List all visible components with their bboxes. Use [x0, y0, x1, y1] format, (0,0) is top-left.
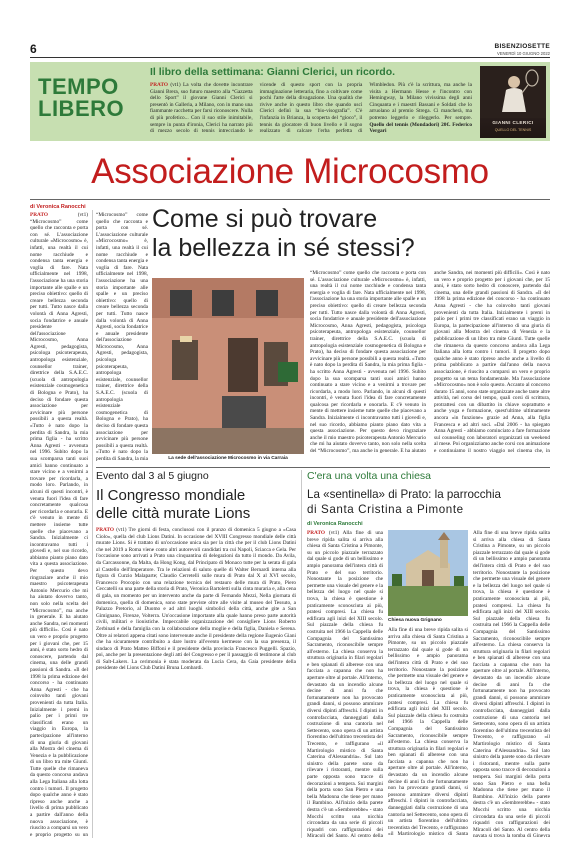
church-text-col3: Alla fine di una breve ripida salita si arriva alla chiesa di Santa Cristina a Pimonte, su un piccolo piazzale terrazzato dal quale si gode di un bellissimo e ampio panorama dell'intera città di Prato e del suo territorio. Nonostante la posizione che permette una visuale del genere e la bellezza del luogo nel quale si trova, la chiesa è questione è praticamente sconosciuta ai più, pratesi compresi. La chiesa fu edificata agli inizi del XIII secolo. Sul piazzale della chiesa fu costruita nel 1966 la Cappella delle Compagnia del Santissimo Sacramento, riconoscibile sempre all'esterno. La chiesa conserva la struttura originaria in filari regolari e ben spianati di alberese con una facciata a capanna che non ha aperture oltre al portale. All'interno, devastato da un incendio alcune decine di anni fa che fortunatamente non ha provocato grandi danni, si possono ammirare diversi dipinti affreschi. I dipinti in controfacciata, danneggiati dalla costruzione di una cantoria nel Settecento, sono opera di un artista fiorentino dell'ultimo trecentista del Trecento, e raffigurano «il Martirologio mistico di Santa Caterina d'Alessandria». Sul lato sinistro della parete sono da rilevare i ristoranti, mentre sulla parte opposta sono tracce di decorazioni a tempera. Sui margini della porta sono San Pietro e una bella Madonna che tiene per mano il Bambino. All'inizio della parete destra c'è un «Sembrerebbe» - stato Mocchi scritto una nicchia circondata da una serie di piccoli riquadri con raffigurazioni dei Miracoli del Santo. Al centro della navata si trova la tomba di Ginevra [473, 530, 550, 838]
main-text-col2: “Microcosmo” come quello che racconta e porta con sé. L'associazione culturale «Microcosmo» è, infatti, una realtà il cui nome racchiude e condensa tanta energia e voglia di fare. Nata ufficialmente nel 1998, l'associazione ha una storia importante alle spalle e un preciso obiettivo: quello di creare bellezza seconda per tutti. Tutto nasce dalla volontà di Anna Agresti, socia fondatrice e anuale presidente dell'associazione Microcosmo, Anna Agresti, pedagogista, psicologa psicoterapeuta, antropologa esistenziale, counsellor trainer, direttrice della S.A.E.C. (scuola di antropologia esistenziale cosmogenetica di Bologna e Prato), ha deciso di fondare questa associazione per avvicinare più persone possibili a questa realtà. «Tutto è nato dopo la perdita di Sandra, la mia [96, 212, 148, 462]
lions-text: Tre giorni di festa, conclusosi con il pranzo di domenica 5 giugno a «Casa Ciolo», quella del club Lions Datini. In occasione del XVIII Congresso mondiale delle città murate Lions. Si è trattato di un'occasione unica sia per la città che per il club Lions Datini che nel 2019 a Roma viene conto altri autorevoli candidati tra cui Napoli, Sciacca e Gela. Per l'occasione sono arrivati a Prato una cinquantina di delegazioni da tutto il mondo. Da Avila, da Carcassonne, da Malta, da Hong Kong, dal Principato di Monaco tutte per la serata di gala al Castello dell'Imperatore. Tra le relazioni di saluto quelle di Walter Bernardi interna alla figura di Curzio Malaparte; Claudio Cerretelli sulle mura di Prato dal X al XVI secolo, Francesco Procopio con una relazione tecnica del restauro delle mura di Prato, Piero Ceccatelli su una parte della storia di Prato, Veronica Bartoletti sulla cinta muraria e, alla cena di gala, un momento per un intervento anche da parte di Fernando Mezzi, Nella giornata di domenica, quella di domenica, sono state previste oltre alle visite al museo del Tessuto, a Palazzo Pretorio, al Duomo e ad altri luoghi simbolici della città, anche gite a San Gimignano, Firenze, Volterra. Un'occasione importante alla quale hanno preso parte autorità civili, militari e lionistiche. Impeccabile organizzazione del consigliere Lions Roberto Zerbinati e della famiglia con la collaborazione della moglie e della figlia, Daniela e Serena. Oltre ai relatori appena citati sono intervenute anche il presidente della regione Eugenio Giani che ha sicuramente contribuito a dare lustro all'evento kermesse con la sua presenza, il sindaco di Prato Matteo Biffoni e il presidente della provincia Francesco Puggelli. Spazio, poi, anche per la presentazione degli atti del Congresso e per il passaggio di testimone al club di Salt-Lakers. La cerimonia è stata moderata da Lucia Cera, da Gaia presidente della presidente del Lions Club Datini Bruna Lombardi. [96, 527, 296, 672]
main-title-line1: Come si può trovare [152, 205, 378, 233]
church-body-col2 [388, 627, 468, 838]
kicker-rule [30, 199, 550, 200]
main-text-left: “Microcosmo” come quello che racconta e porta con sé. L'associazione culturale «Microcosmo» è, infatti, una realtà il cui nome racchiude e condensa tanta energia e voglia di fare. Nata ufficialmente nel 1998, l'associazione ha una storia importante alle spalle e un preciso obiettivo: quello di creare bellezza seconda per tutti. Tutto nasce dalla volontà di Anna Agresti, socia fondatrice e anuale presidente dell'associazione Microcosmo, Anna Agresti, pedagogista, psicologa psicoterapeuta, antropologa esistenziale, counsellor trainer, direttrice della S.A.E.C. (scuola di antropologia esistenziale cosmogenetica di Bologna e Prato), ha deciso di fondare questa associazione per avvicinare più persone possibili a questa realtà. «Tutto è nato dopo la perdita di Sandra, la mia prima figlia - ha scritto Anna Agresti - avvenuta nel 1996. Subito dopo la sua scomparsa tanti suoi amici hanno continuato a stare vicino e a venirmi a trovare per ricordarla, a modo loro. Parlando, in alcuni di questi incontri, è venuta fuori l'idea di fare concretamente qualcosa per ricordarla e onorarla. E c'è venuto in mente di mettere insieme tutte quelle che piacevano a Sandra. Inizialmente ci incontravamo tutti i giovedì e, nel suo ricordo, abbiamo pianto piano dato vita a questa associazione. Per questo devo ringraziare anche il mio maestro psicoterapeuta Antonio Mercurio che mi ha aiutato dovervo tanto, non solo nella scelta del “Microcosmo”, ma anche in generale. E ha aiutato anche Sandra, nei momenti più difficili». Così è nato un vero e proprio progetto per i giovani che, per 15 anni, è stato sorto hedro di conoscere, partendo dal cinema, una delle grandi passioni di Sandra. «Il del 1998 la prima edizione del concorso - ha continuato Anna Agresti - che ha coinvolto tanti giovani provenienti da tutta Italia. Inizialmente i premi in palio per i primi tre classificati erano un viaggio in Europa, la partecipazione all'interno di una giuria di giovani alla Mostra del cinema di Venezia e la pubblicazione di un libro tra mite Giunti. Tutte quelle che rimaneva da questo concorso andava alla Lega Italiana alla lotta contro i tumori. Il progetto dopo qualche anno è stato ripreso anche anche a livello di prima pubblicato a partire dall'anno della nuova associazione, è riuscito a comparsi un vero e proprio progetto su un [30, 218, 88, 838]
section-divider [96, 467, 550, 468]
church-dateline: PRATO [307, 530, 326, 536]
church-tag: (vt1) [328, 530, 340, 536]
lions-title-line2: delle città murate Lions [96, 505, 251, 522]
church-photo [388, 530, 468, 616]
book-title-ref: Quello del tennis (Mondadori) 20€. Federico Vergari [369, 121, 472, 135]
book-cover [480, 66, 546, 138]
page-number: 6 [30, 42, 37, 56]
church-kicker: C'era una volta una chiesa [307, 470, 432, 482]
main-title-line2: la bellezza in sé stessi? [152, 234, 415, 262]
church-body-col3 [473, 530, 550, 838]
section-title-line1: TEMPO [38, 74, 119, 99]
tennis-player-icon [480, 66, 546, 118]
church-byline: di Veronica Ranocchi [307, 521, 363, 527]
church-text: Alla fine di una breve ripida salita si arriva alla chiesa di Santa Cristina a Pimonte, su un piccolo piazzale terrazzato dal quale si gode di un bellissimo e ampio panorama dell'intera città di Prato e del suo territorio. Nonostante la posizione che permette una visuale del genere e la bellezza del luogo nel quale si trova, la chiesa è questione è praticamente sconosciuta ai più, pratesi compresi. La chiesa fu edificata agli inizi del XIII secolo. Sul piazzale della chiesa fu costruita nel 1966 la Cappella delle Compagnia del Santissimo Sacramento, riconoscibile sempre all'esterno. La chiesa conserva la struttura originaria in filari regolari e ben spianati di alberese con una facciata a capanna che non ha aperture oltre al portale. All'interno, devastato da un incendio alcune decine di anni fa che fortunatamente non ha provocato grandi danni, si possono ammirare diversi dipinti affreschi. I dipinti in controfacciata, danneggiati dalla costruzione di una cantoria nel Settecento, sono opera di un artista fiorentino dell'ultimo trecentista del Trecento, e raffigurano «il Martirologio mistico di Santa Caterina d'Alessandria». Sul lato sinistro della parete sono da rilevare i ristoranti, mentre sulla parte opposta sono tracce di decorazioni a tempera. Sui margini della porta sono San Pietro e una bella Madonna che tiene per mano il Bambino. All'inizio della parete destra c'è un «Sembrerebbe» - stato Mocchi scritto una nicchia circondata da una serie di piccoli riquadri con raffigurazioni dei Miracoli del Santo. Al centro della [307, 530, 383, 838]
book-body [150, 82, 472, 138]
main-body-mid [310, 270, 550, 460]
main-title [152, 205, 552, 263]
main-kicker: Associazione Microcosmo [91, 152, 489, 191]
col-divider-2 [301, 470, 302, 838]
lions-dateline: PRATO [96, 527, 115, 533]
church-title-line1: La «sentinella» di Prato: la parrocchia [307, 488, 501, 501]
page-header [30, 42, 550, 58]
church-title [307, 487, 551, 517]
cover-author: GIANNI CLERICI [492, 120, 534, 125]
book-headline: Il libro della settimana: Gianni Clerici, un ricordo. [150, 66, 396, 78]
lions-title-line1: Il Congresso mondiale [96, 487, 246, 504]
issue-date: VENERDÌ 10 GIUGNO 2022 [496, 51, 550, 56]
book-tag: (vt1) [170, 82, 181, 88]
section-title-line2: LIBERO [38, 96, 125, 121]
main-tag: (vt1) [77, 212, 88, 218]
main-text-mid: “Microcosmo” come quello che racconta e porta con sé. L'associazione culturale «Microcosmo» è, infatti, una realtà il cui nome racchiude e condensa tanta energia e voglia di fare. Nata ufficialmente nel 1998, l'associazione ha una storia importante alle spalle e un preciso obiettivo: quello di creare bellezza seconda per tutti. Tutto nasce dalla volontà di Anna Agresti, socia fondatrice e anuale presidente dell'associazione Microcosmo, Anna Agresti, pedagogista, psicologa psicoterapeuta, antropologa esistenziale, counsellor trainer, direttrice della S.A.E.C. (scuola di antropologia esistenziale cosmogenetica di Bologna e Prato), ha deciso di fondare questa associazione per avvicinare più persone possibili a questa realtà. «Tutto è nato dopo la perdita di Sandra, la mia prima figlia - ha scritto Anna Agresti - avvenuta nel 1996. Subito dopo la sua scomparsa tanti suoi amici hanno continuato a stare vicino e a venirmi a trovare per ricordarla, a modo loro. Parlando, in alcuni di questi incontri, è venuta fuori l'idea di fare concretamente qualcosa per ricordarla e onorarla. E c'è venuto in mente di mettere insieme tutte quelle che piacevano a Sandra. Inizialmente ci incontravamo tutti i giovedì e, nel suo ricordo, abbiamo pianto piano dato vita a questa associazione. Per questo devo ringraziare anche il mio maestro psicoterapeuta Antonio Mercurio che mi ha aiutato dovervo tanto, non solo nella scelta del “Microcosmo”, ma anche in generale. E ha aiutato anche Sandra, nei momenti più difficili». Così è nato un vero e proprio progetto per i giovani che, per 15 anni, è stato sorto hedro di conoscere, partendo dal cinema, una delle grandi passioni di Sandra. «Il del 1998 la prima edizione del concorso - ha continuato Anna Agresti - che ha coinvolto tanti giovani provenienti da tutta Italia. Inizialmente i premi in palio per i primi tre classificati erano un viaggio in Europa, la partecipazione all'interno di una giuria di giovani alla Mostra del cinema di Venezia e la pubblicazione di un libro tra mite Giunti. Tutte quelle che rimaneva da questo concorso andava alla Lega Italiana alla lotta contro i tumori. Il progetto dopo qualche anno è stato ripreso anche anche a livello di prima pubblicato a partire dall'anno della nuova associazione, è riuscito a comparsi un vero e proprio progetto su un tema fondamentale. Ma l'associazione «Microcosmo» non è solo questo. Accanto al concorso durato 15 anni, sono state organizzate anche tante altre attività, nel corso del tempo, quali corsi di scrittura, protrattesi con un dibattito in chiave soprattutto e anche yoga e formazione, quest'ultime ultimamente ancora «in funzione» grazie ad Anna, alla figlia Francesca e ad altri soci. «Dal 2006 - ha spiegato Anna Agresti - abbiamo cominciato a fare formazione sul counseling con laboratori organizzati un weekend al mese. Poi organizziamo anche corsi con animazione e continuiamo il nostro viaggio nel cinema che, in [310, 270, 550, 455]
church-photo-caption: Chiesa nuova Grignano [388, 618, 442, 623]
main-body-col2 [96, 212, 148, 462]
main-dateline: PRATO [30, 212, 49, 218]
col-divider-1 [92, 210, 93, 838]
book-dateline: PRATO [150, 82, 169, 88]
building-facade-icon [152, 278, 304, 454]
church-body-col1 [307, 530, 383, 838]
section-title [38, 76, 148, 120]
main-byline: di Veronica Ranocchi [30, 204, 86, 210]
main-photo [152, 278, 304, 454]
lions-tag: (vt1) [116, 527, 127, 533]
lions-body [96, 527, 296, 838]
main-body-col1 [30, 212, 88, 838]
cover-title: QUELLO DEL TENNIS [494, 128, 532, 132]
lions-kicker: Evento dal 3 al 5 giugno [96, 470, 209, 482]
church-icon [388, 530, 468, 616]
lions-title [96, 487, 296, 523]
book-text: La volta che dovette incontrare Gianni Brera, suo futuro maestro alla “Gazzetta dello Sport” il giovane Gianni Clerici si presentò in Galleria, a Milano, con in mano una fiammante racchetta per farsi riconoscere. Nulla di più profetico... Con il suo stile inimitabile, sempre in punta d'ironia, Clerici ha narrato più di mezzo secolo di tennis intrecciando le vicende di questo sport con la propria immaginazione letteraria, fino a coltivare come pochi l'arte della divagazione. Una qualità che rivive anche in questo libro che quando uscì Clerici definì la sua “bio-visografia”. C'è l'infanzia in Brianza, la scoperta del “gioco”, il tennis da giocatore di buon livello e il sogno realizzato di calcare l'erba perfetta di Wimbledon. Più c'è la scrittura, ma anche la visita a Hermann Hesse e l'incontro con Hemingway, la Milano vivissima degli anni Cinquanta e i maestri Bassani e Soldati che lo arruolano al premio Strega. Ci mancherà, ma potremo leggerlo e rileggerlo. Per sempre. [150, 82, 472, 135]
church-title-line2: di Santa Cristina a Pimonte [307, 503, 464, 516]
church-text-col2: Alla fine di una breve ripida salita si arriva alla chiesa di Santa Cristina a Pimonte, su un piccolo piazzale terrazzato dal quale si gode di un bellissimo e ampio panorama dell'intera città di Prato e del suo territorio. Nonostante la posizione che permette una visuale del genere e la bellezza del luogo nel quale si trova, la chiesa è questione è praticamente sconosciuta ai più, pratesi compresi. La chiesa fu edificata agli inizi del XIII secolo. Sul piazzale della chiesa fu costruita nel 1966 la Cappella delle Compagnia del Santissimo Sacramento, riconoscibile sempre all'esterno. La chiesa conserva la struttura originaria in filari regolari e ben spianati di alberese con una facciata a capanna che non ha aperture oltre al portale. All'interno, devastato da un incendio alcune decine di anni fa che fortunatamente non ha provocato grandi danni, si possono ammirare diversi dipinti affreschi. I dipinti in controfacciata, danneggiati dalla costruzione di una cantoria nel Settecento, sono opera di un artista fiorentino dell'ultimo trecentista del Trecento, e raffigurano «il Martirologio mistico di Santa [388, 627, 468, 838]
brand-name: BISENZIOSETTE [494, 43, 550, 50]
photo-caption: La sede dell'associazione Microcosmo in via Carraia [168, 456, 288, 461]
